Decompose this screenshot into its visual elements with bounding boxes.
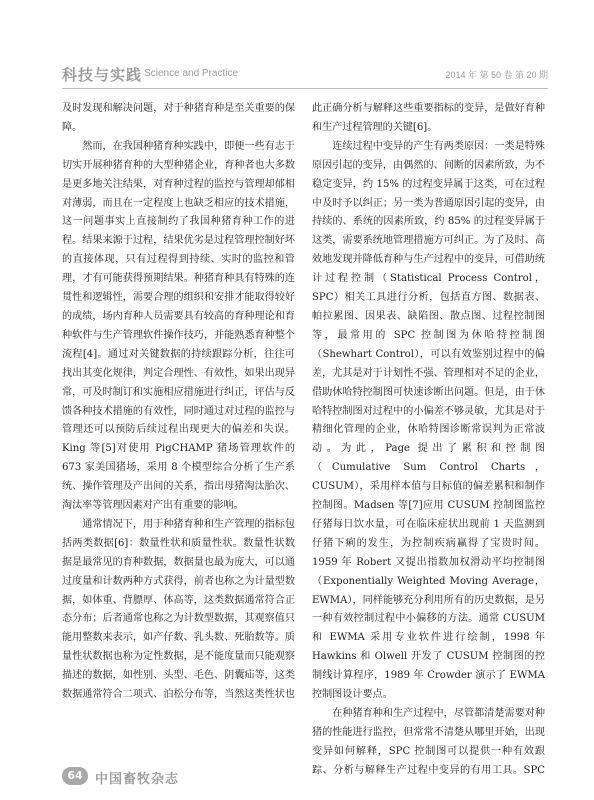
running-header: [62, 64, 548, 86]
paragraph: 通常情况下，用于种猪育种和生产管理的指标包括两类数据[6]：数量性状和质量性状。数量性状数据是最常见的育种数据，数据量也最为庞大，可以通过度量和计数两种方式获得，前者也称之为计量型数据，如体重、背膘厚、体高等，这类数据通常符合正态分布；后者通常也称之为计数型数据，其观察值只能用整数来表示，如产仔数、乳头数、死胎数等。质量性状数据也称为定性数据，是不能度量而只能观察描述的数据，如性别、头型、毛色、阴囊疝等，这类数据通常符合二项式、泊松分布等，当然这类性状也: [62, 518, 295, 700]
left-column: [62, 100, 295, 700]
paragraph: 此正确分析与解释这些重要指标的变异，是做好育种和生产过程管理的关键[6]。: [312, 103, 545, 133]
section-title: 科技与实践: [62, 66, 143, 84]
journal-name: 中国畜牧杂志: [95, 772, 180, 787]
paragraph: 然而，在我国种猪育种实践中，即便一些有志于切实开展种猪育种的大型种猪企业，育种者也大多数是更多地关注结果，对育种过程的监控与管理却郁相对薄弱，而且在一定程度上也缺乏相应的技术措施，这一问题事实上直接制约了我国种猪育种工作的进程。结果来源于过程，结果优劣是过程管理控制好坏的直接体现，只有过程得到持续、实时的监控和管理，才有可能获得预期结果。种猪育种具有特殊的连贯性和逻辑性，需要合理的组织和安排才能取得较好的成绩，场内育种人员需要具有较高的育种理论和育种软件与生产管理软件操作技巧，并能熟悉育种整个流程[4]。通过对关键数据的持续跟踪分析，往往可找出其变化规律，判定合理性、有效性，如果出现异常，可及时制订和实施相应措施进行纠正，评估与反馈各种技术措施的有效性，同时通过对过程的监控与管理还可以预防后续过程出现更大的偏差和失误。King 等[5]对使用 PigCHAMP 猪场管理软件的 673 家美国猪场，采用 8 个模型综合分析了生产系统、操作管理及产出间的关系，指出母猪淘汰胎次、淘汰率等管理因素对产出有重要的影响。: [62, 140, 295, 512]
paragraph: 在种猪育种和生产过程中，尽管都清楚需要对种猪的性能进行监控，但常常不清楚从哪里开始，出现变异如何解释，SPC 控制图可以提供一种有效跟踪、分析与解释生产过程中变异的有用工具。SPC: [312, 708, 545, 775]
paragraph: 及时发现和解决问题，对于种猪育种是至关重要的保障。: [62, 103, 295, 133]
page-footer: [62, 767, 262, 787]
page-number: 64: [62, 767, 88, 785]
issue-info: 2014 年 第 50 卷 第 20 期: [445, 70, 548, 80]
section-subtitle: · Science and Practice: [138, 68, 239, 79]
paragraph: 连续过程中变异的产生有两类原因：一类是特殊原因引起的变异，由偶然的、间断的因素所致，为不稳定变异，约 15% 的过程变异属于这类，可在过程中及时予以纠正；另一类为普通原因引起的变异，由持续的、系统的因素所致，约 85% 的过程变异属于这类，需要系统地管理措施方可纠正。为了及时、高效地发现并降低育种与生产过程中的变异，可借助统计过程控制（Statistical Process Control，SPC）相关工具进行分析，包括直方图、数据表、帕拉累图、因果表、缺陷图、散点图、过程控制图等，最常用的 SPC 控制图为休哈特控制图（Shewhart Control），可以有效鉴别过程中的偏差，尤其是对于计划性不强、管理相对不足的企业，借助休哈特控制图可快速诊断出问题。但是，由于休哈特控制图对过程中的小偏差不够灵敏，尤其是对于精细化管理的企业，休哈特图诊断常误判为正常波动。为此，Page 提出了累积和控制图（Cumulative Sum Control Charts，CUSUM），采用样本值与目标值的偏差累积和制作控制图。Madsen 等[7]应用 CUSUM 控制图监控仔猪每日饮水量，可在临床症状出现前 1 天监测到仔猪下痢的发生，为控制疾病赢得了宝贵时间。1959 年 Robert 又提出指数加权滑动平均控制图（Exponentially Weighted Moving Average，EWMA），同样能够充分利用所有的历史数据，是另一种有效控制过程中小偏移的方法。通常 CUSUM 和 EWMA 采用专业软件进行绘制，1998 年 Hawkins 和 Olwell 开发了 CUSUM 控制图的控制线计算程序，1989 年 Crowder 演示了 EWMA 控制图设计要点。: [312, 140, 545, 701]
right-column: [312, 100, 545, 775]
header-divider: [62, 88, 548, 89]
